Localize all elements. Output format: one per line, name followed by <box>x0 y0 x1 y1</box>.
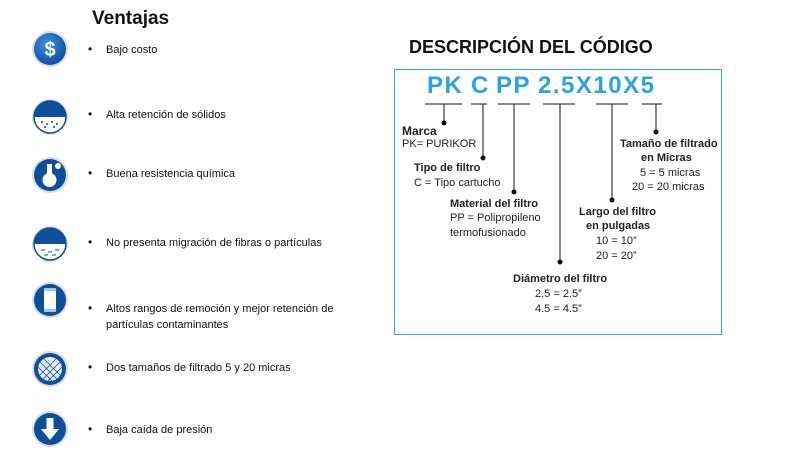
tamano-value-1: 5 = 5 micras <box>640 167 701 179</box>
bullet: • <box>88 360 93 374</box>
bullet: • <box>88 107 93 121</box>
largo-value-2: 20 = 20” <box>596 250 637 262</box>
descripcion-title: DESCRIPCIÓN DEL CÓDIGO <box>409 37 653 57</box>
bullet: • <box>88 235 93 249</box>
material-value-1: PP = Polipropileno <box>450 212 541 224</box>
advantage-text: Buena resistencia química <box>106 168 236 180</box>
code-segment-tipo: C <box>471 72 490 99</box>
marca-title: Marca <box>402 124 437 138</box>
svg-text:$: $ <box>44 39 56 61</box>
code-segment-material: PP <box>496 72 532 99</box>
diametro-value-1: 2.5 = 2.5” <box>535 288 582 300</box>
tamano-title-1: Tamaño de filtrado <box>620 138 718 150</box>
diametro-title: Diámetro del filtro <box>513 273 608 285</box>
advantage-text: Altos rangos de remoción y mejor retención de partículas contaminantes <box>106 303 334 331</box>
marca-value: PK= PURIKOR <box>402 138 477 150</box>
code-segment-dimensiones: 2.5X10X5 <box>538 72 656 99</box>
diametro-value-2: 4.5 = 4.5” <box>535 303 582 315</box>
bullet: • <box>88 42 93 56</box>
tipo-value: C = Tipo cartucho <box>414 177 501 189</box>
largo-title-2: en pulgadas <box>586 220 651 232</box>
code-segment-marca: PK <box>427 72 464 99</box>
bullet: • <box>88 422 93 436</box>
advantage-text: No presenta migración de fibras o partículas <box>106 237 322 249</box>
advantage-text: Bajo costo <box>106 44 158 56</box>
largo-value-1: 10 = 10” <box>596 235 637 247</box>
advantage-text: Dos tamaños de filtrado 5 y 20 micras <box>106 362 291 374</box>
material-title: Material del filtro <box>450 198 539 210</box>
material-value-2: termofusionado <box>450 227 526 239</box>
ventajas-title: Ventajas <box>92 8 170 29</box>
largo-title-1: Largo del filtro <box>579 206 656 218</box>
tipo-title: Tipo de filtro <box>414 162 481 174</box>
bullet: • <box>88 166 93 180</box>
tamano-value-2: 20 = 20 micras <box>632 181 705 193</box>
bullet: • <box>88 301 93 315</box>
advantage-text: Alta retención de sólidos <box>106 109 226 121</box>
advantage-text: Baja caída de presión <box>106 424 213 436</box>
tamano-title-2: en Micras <box>641 152 692 164</box>
